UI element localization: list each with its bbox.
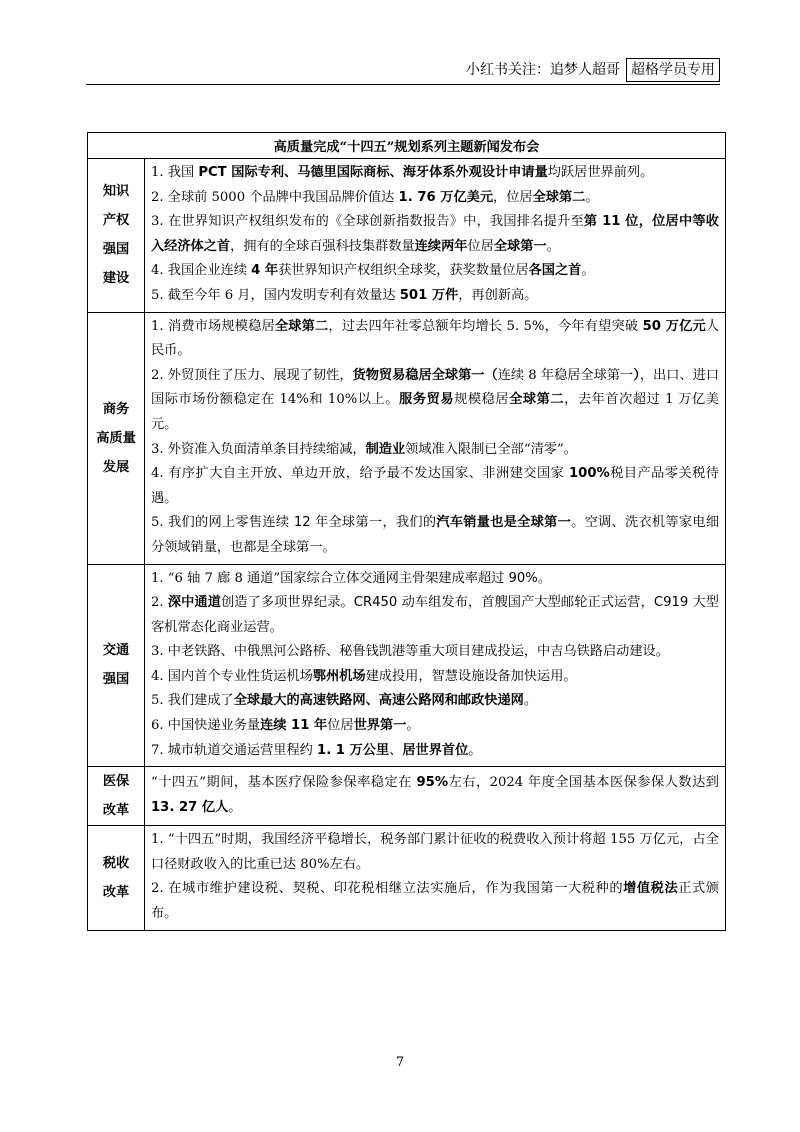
emphasis-text: 鄂州机场: [312, 668, 366, 684]
category-label-line: 改革: [102, 884, 130, 900]
item-text: ，去年首次超过 1 万亿美元。: [151, 392, 719, 432]
header-badge: 超格学员专用: [626, 58, 720, 82]
item-text: 。: [581, 263, 595, 279]
row-content: [145, 826, 726, 930]
emphasis-text: 各国之首: [528, 263, 582, 279]
list-item: [151, 210, 719, 259]
item-text: ，再创新高。: [458, 287, 538, 303]
row-category: [88, 312, 145, 564]
item-text: 规模稳居: [454, 392, 510, 408]
item-text: 1. “6 轴 7 廊 8 通道”国家综合立体交通网主骨架建成率超过: [151, 570, 509, 586]
table-row: [88, 312, 726, 564]
item-text: 。: [546, 238, 560, 254]
item-text: 12 年: [293, 515, 329, 531]
item-text: 1. 我国: [151, 165, 199, 180]
emphasis-text: 全球第二: [532, 189, 586, 205]
list-item: [151, 511, 719, 560]
row-content: [145, 159, 726, 313]
table-row: [88, 159, 726, 313]
page-number: 7: [395, 1055, 405, 1070]
row-content: [145, 312, 726, 564]
item-text: 90%: [508, 570, 538, 586]
item-text: 。空调、洗衣机等家电细分领域销量，也都是全球第一。: [151, 515, 720, 555]
emphasis-text: 1. 1 万公里: [317, 742, 390, 758]
list-item: [151, 186, 719, 211]
list-item: [151, 714, 719, 739]
table-row: [88, 564, 726, 767]
list-item: [151, 284, 719, 309]
emphasis-text: 深中通道: [167, 595, 221, 611]
list-item: [151, 161, 719, 186]
list-item: [151, 315, 719, 364]
item-text: 。: [228, 799, 242, 815]
item-text: 3. 外资准入负面清单条目持续缩减，: [151, 441, 366, 457]
emphasis-text: 100%: [568, 466, 610, 482]
item-text: 全球第一，我们的: [328, 515, 437, 531]
emphasis-text: 世界第一: [353, 718, 407, 734]
list-item: [151, 771, 719, 820]
emphasis-text: PCT 国际专利、马德里国际商标、海牙体系外观设计申请量: [198, 165, 548, 180]
category-label-line: 商务: [102, 401, 130, 417]
emphasis-text: 50 万亿元: [642, 318, 706, 334]
item-text: “十四五”期间，基本医疗保险参保率稳定在: [151, 775, 417, 791]
category-label-line: 知识: [102, 184, 130, 200]
item-text: 税目产品零关税待遇。: [151, 466, 719, 506]
emphasis-text: 制造业: [365, 441, 406, 457]
list-item: [151, 591, 719, 640]
item-text: 4. 我国企业连续: [151, 263, 252, 279]
emphasis-text: 汽车销量也是全球第一: [436, 515, 572, 531]
list-item: [151, 828, 719, 877]
item-text: C919: [653, 595, 689, 611]
item-text: ，出口、进口国际市场份额稳定在 14%和 10%以上。: [151, 367, 720, 408]
row-category: [88, 564, 145, 767]
row-content: [145, 564, 726, 767]
item-text: 2. 外贸顶住了压力、展现了韧性，: [151, 367, 353, 383]
category-label-line: 改革: [102, 803, 130, 819]
list-item: [151, 640, 719, 665]
emphasis-text: 连续 11 年: [260, 718, 328, 734]
item-text: 1. “十四五”时期，我国经济平稳增长，税务部门累计征收的税费收入预计将超 155 万亿元，占全口径财政收入的比重已达 80%左右。: [151, 832, 719, 872]
list-item: [151, 567, 719, 592]
emphasis-text: 4 年: [251, 263, 279, 279]
summary-table: [87, 132, 726, 931]
item-text: 建成投用，智慧设施设备加快运用。: [365, 668, 577, 684]
item-text: ，过去四年社零总额年均增长 5. 5%，今年有望突破: [328, 318, 643, 334]
page-header: [466, 58, 720, 82]
list-item: [151, 739, 719, 764]
item-text: 。: [468, 742, 482, 758]
item-text: 4. 国内首个专业性货运机场: [151, 668, 313, 684]
category-label-line: 强国: [102, 672, 130, 688]
item-text: 1. 消费市场规模稳居: [151, 318, 275, 334]
item-text: 位居: [327, 718, 354, 734]
header-divider: [86, 84, 720, 85]
item-text: 人民币。: [151, 318, 719, 359]
item-text: 大型客机常态化商业运营。: [151, 595, 719, 635]
item-text: 动车组发布，首艘国产大型邮轮正式运营，: [397, 595, 654, 611]
table-title-row: [88, 133, 726, 159]
emphasis-text: 95%: [416, 775, 449, 791]
item-text: 3. 中老铁路、中俄黑河公路桥、秘鲁钱凯港等重大项目建成投运，中吉乌铁路启动建设。: [151, 644, 669, 660]
category-label-line: 高质量: [96, 430, 136, 446]
item-text: 5. 截至今年 6 月，国内发明专利有效量达: [151, 287, 400, 303]
emphasis-text: 连续两年: [414, 238, 468, 254]
list-item: [151, 364, 719, 438]
table-title: 高质量完成“十四五”规划系列主题新闻发布会: [88, 133, 726, 159]
category-label-line: 发展: [102, 459, 130, 475]
emphasis-text: 全球第二: [274, 318, 329, 334]
emphasis-text: 全球第二: [509, 392, 565, 408]
row-category: [88, 159, 145, 313]
category-label-line: 税收: [102, 855, 130, 871]
emphasis-text: 全球最大的高速铁路网、高速公路网和邮政快递网: [233, 693, 524, 709]
item-text: 。: [523, 693, 538, 709]
item-text: 6. 中国快递业务量: [151, 718, 261, 734]
emphasis-text: 货物贸易稳居全球第一（: [352, 367, 498, 383]
row-category: [88, 826, 145, 930]
item-text: 左右，2024 年度全国基本医保参保人数达到: [448, 775, 719, 791]
item-text: 正式颁布。: [151, 881, 719, 922]
emphasis-text: 全球第一: [493, 238, 547, 254]
emphasis-text: 服务贸易: [399, 392, 455, 408]
item-text: 均跃居世界前列。: [547, 165, 654, 180]
item-text: 5. 我们的网上零售连续: [151, 515, 294, 531]
category-label-line: 产权: [102, 213, 130, 229]
category-label-line: 医保: [102, 774, 130, 790]
item-text: 创造了多项世界纪录。: [220, 595, 354, 611]
item-text: 。: [537, 570, 552, 586]
emphasis-text: 13. 27 亿人: [151, 799, 229, 815]
item-text: 。: [585, 189, 599, 205]
category-label-line: 建设: [102, 271, 130, 287]
header-text: 小红书关注：追梦人超哥: [466, 62, 620, 78]
list-item: [151, 689, 719, 714]
item-text: 。: [406, 718, 420, 734]
item-text: 2. 全球前 5000 个品牌中我国品牌价值达: [151, 189, 399, 205]
list-item: [151, 877, 719, 926]
item-text: 获世界知识产权组织全球奖，获奖数量位居: [278, 263, 529, 279]
item-text: 连续 8 年稳居全球第一: [497, 367, 634, 383]
table-row: [88, 826, 726, 930]
row-category: [88, 767, 145, 826]
list-item: [151, 665, 719, 690]
item-text: 位居: [467, 238, 494, 254]
category-label-line: 交通: [102, 643, 130, 659]
item-text: 4. 有序扩大自主开放、单边开放，给予最不发达国家、非洲建交国家: [151, 466, 569, 482]
category-label-line: 强国: [102, 242, 130, 258]
item-text: ，位居: [493, 189, 533, 205]
emphasis-text: 第 11 位，位居中等收入经济体之首: [151, 214, 719, 254]
item-text: 、: [389, 742, 403, 758]
item-text: 领域准入限制已全部“清零”。: [405, 441, 577, 457]
emphasis-text: 1. 76 万亿美元: [398, 189, 494, 205]
item-text: 3. 在世界知识产权组织发布的《全球创新指数报告》中，我国排名提升至: [151, 214, 584, 230]
table-row: [88, 767, 726, 826]
item-text: ，拥有的全球百强科技集群数量: [230, 238, 415, 254]
list-item: [151, 462, 719, 511]
list-item: [151, 438, 719, 463]
item-text: 2.: [151, 595, 168, 611]
emphasis-text: ）: [633, 367, 640, 383]
item-text: CR450: [353, 595, 398, 611]
emphasis-text: 居世界首位: [402, 742, 469, 758]
row-content: [145, 767, 726, 826]
list-item: [151, 259, 719, 284]
item-text: 5. 我们建成了: [151, 693, 234, 709]
emphasis-text: 501 万件: [399, 287, 459, 303]
item-text: 7. 城市轨道交通运营里程约: [151, 742, 318, 758]
item-text: 2. 在城市维护建设税、契税、印花税相继立法实施后，作为我国第一大税种的: [151, 881, 624, 897]
emphasis-text: 增值税法: [623, 881, 679, 897]
